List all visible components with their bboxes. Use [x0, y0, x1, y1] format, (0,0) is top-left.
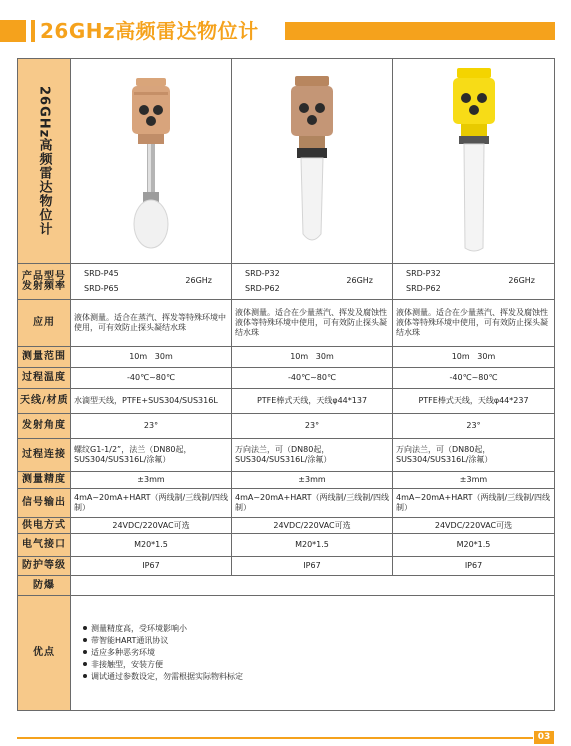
antenna-label: 天线/材质 — [18, 389, 71, 414]
ip-cell-3: IP67 — [393, 557, 555, 576]
header-accent-stripe — [31, 20, 35, 42]
product-image-p32-long — [393, 59, 555, 264]
accuracy-cell-1: ±3mm — [71, 472, 232, 489]
product-image-p32 — [232, 59, 393, 264]
port-cell-1: M20*1.5 — [71, 534, 232, 557]
spec-table — [17, 58, 555, 711]
list-item: 非接触型，安装方便 — [83, 659, 551, 671]
application-label: 应用 — [18, 300, 71, 347]
antenna-cell-1: 水滴型天线，PTFE+SUS304/SUS316L — [71, 389, 232, 414]
power-cell-2: 24VDC/220VAC可选 — [232, 518, 393, 534]
port-label: 电气接口 — [18, 534, 71, 557]
ip-cell-1: IP67 — [71, 557, 232, 576]
side-title-cell — [18, 59, 71, 264]
page-number: 03 — [534, 731, 554, 744]
output-label: 信号输出 — [18, 489, 71, 518]
application-cell-1: 液体测量。适合在蒸汽、挥发等特殊环境中使用，可有效防止探头凝结水珠 — [71, 300, 232, 347]
accuracy-label: 测量精度 — [18, 472, 71, 489]
connection-cell-1: 螺纹G1-1/2”，法兰（DN80起，SUS304/SUS316L/涂氟） — [71, 439, 232, 472]
temperature-cell-3: -40℃~80℃ — [393, 368, 555, 389]
advantages-cell — [71, 596, 555, 711]
list-item: 适应多种恶劣环境 — [83, 647, 551, 659]
range-cell-3: 10m 30m — [393, 347, 555, 368]
accuracy-cell-2: ±3mm — [232, 472, 393, 489]
connection-cell-3: 万向法兰，可（DN80起，SUS304/SUS316L/涂氟） — [393, 439, 555, 472]
output-cell-2: 4mA~20mA+HART（两线制/三线制/四线制） — [232, 489, 393, 518]
model-cell-3: SRD-P32 SRD-P62 26GHz — [393, 264, 555, 300]
range-cell-2: 10m 30m — [232, 347, 393, 368]
product-image-p45 — [71, 59, 232, 264]
page-title: 26GHz高频雷达物位计 — [40, 19, 259, 43]
accuracy-cell-3: ±3mm — [393, 472, 555, 489]
ip-cell-2: IP67 — [232, 557, 393, 576]
range-cell-1: 10m 30m — [71, 347, 232, 368]
range-label: 测量范围 — [18, 347, 71, 368]
header-accent-block — [0, 20, 26, 42]
ex-label: 防爆 — [18, 576, 71, 596]
model-cell-2: SRD-P32 SRD-P62 26GHz — [232, 264, 393, 300]
list-item: 带智能HART通讯协议 — [83, 635, 551, 647]
side-title: 26GHz高频雷达物位计 — [36, 85, 52, 237]
temperature-cell-1: -40℃~80℃ — [71, 368, 232, 389]
radar-rod-antenna-yellow-image — [439, 66, 509, 256]
antenna-cell-3: PTFE棒式天线，天线φ44*237 — [393, 389, 555, 414]
advantages-label: 优点 — [18, 596, 71, 711]
radar-drop-antenna-image — [116, 66, 186, 256]
model-freq-label: 产品型号 发射频率 — [18, 264, 71, 300]
temperature-cell-2: -40℃~80℃ — [232, 368, 393, 389]
application-cell-3: 液体测量。适合在少量蒸汽、挥发及腐蚀性液体等特殊环境中使用，可有效防止探头凝结水珠 — [393, 300, 555, 347]
ip-label: 防护等级 — [18, 557, 71, 576]
port-cell-3: M20*1.5 — [393, 534, 555, 557]
output-cell-3: 4mA~20mA+HART（两线制/三线制/四线制） — [393, 489, 555, 518]
list-item: 调试通过参数设定，勿需根据实际物料标定 — [83, 671, 551, 683]
header-accent-bar — [285, 22, 555, 40]
angle-cell-1: 23° — [71, 414, 232, 439]
list-item: 测量精度高，受环境影响小 — [83, 623, 551, 635]
application-cell-2: 液体测量。适合在少量蒸汽、挥发及腐蚀性液体等特殊环境中使用，可有效防止探头凝结水珠 — [232, 300, 393, 347]
model-cell-1: SRD-P45 SRD-P65 26GHz — [71, 264, 232, 300]
antenna-cell-2: PTFE棒式天线，天线φ44*137 — [232, 389, 393, 414]
temperature-label: 过程温度 — [18, 368, 71, 389]
power-label: 供电方式 — [18, 518, 71, 534]
angle-cell-3: 23° — [393, 414, 555, 439]
port-cell-2: M20*1.5 — [232, 534, 393, 557]
angle-label: 发射角度 — [18, 414, 71, 439]
output-cell-1: 4mA~20mA+HART（两线制/三线制/四线制） — [71, 489, 232, 518]
connection-cell-2: 万向法兰，可（DN80起，SUS304/SUS316L/涂氟） — [232, 439, 393, 472]
power-cell-1: 24VDC/220VAC可选 — [71, 518, 232, 534]
radar-rod-antenna-image — [277, 66, 347, 256]
ex-cell — [71, 576, 555, 596]
power-cell-3: 24VDC/220VAC可选 — [393, 518, 555, 534]
angle-cell-2: 23° — [232, 414, 393, 439]
connection-label: 过程连接 — [18, 439, 71, 472]
footer-accent-line — [17, 737, 533, 739]
